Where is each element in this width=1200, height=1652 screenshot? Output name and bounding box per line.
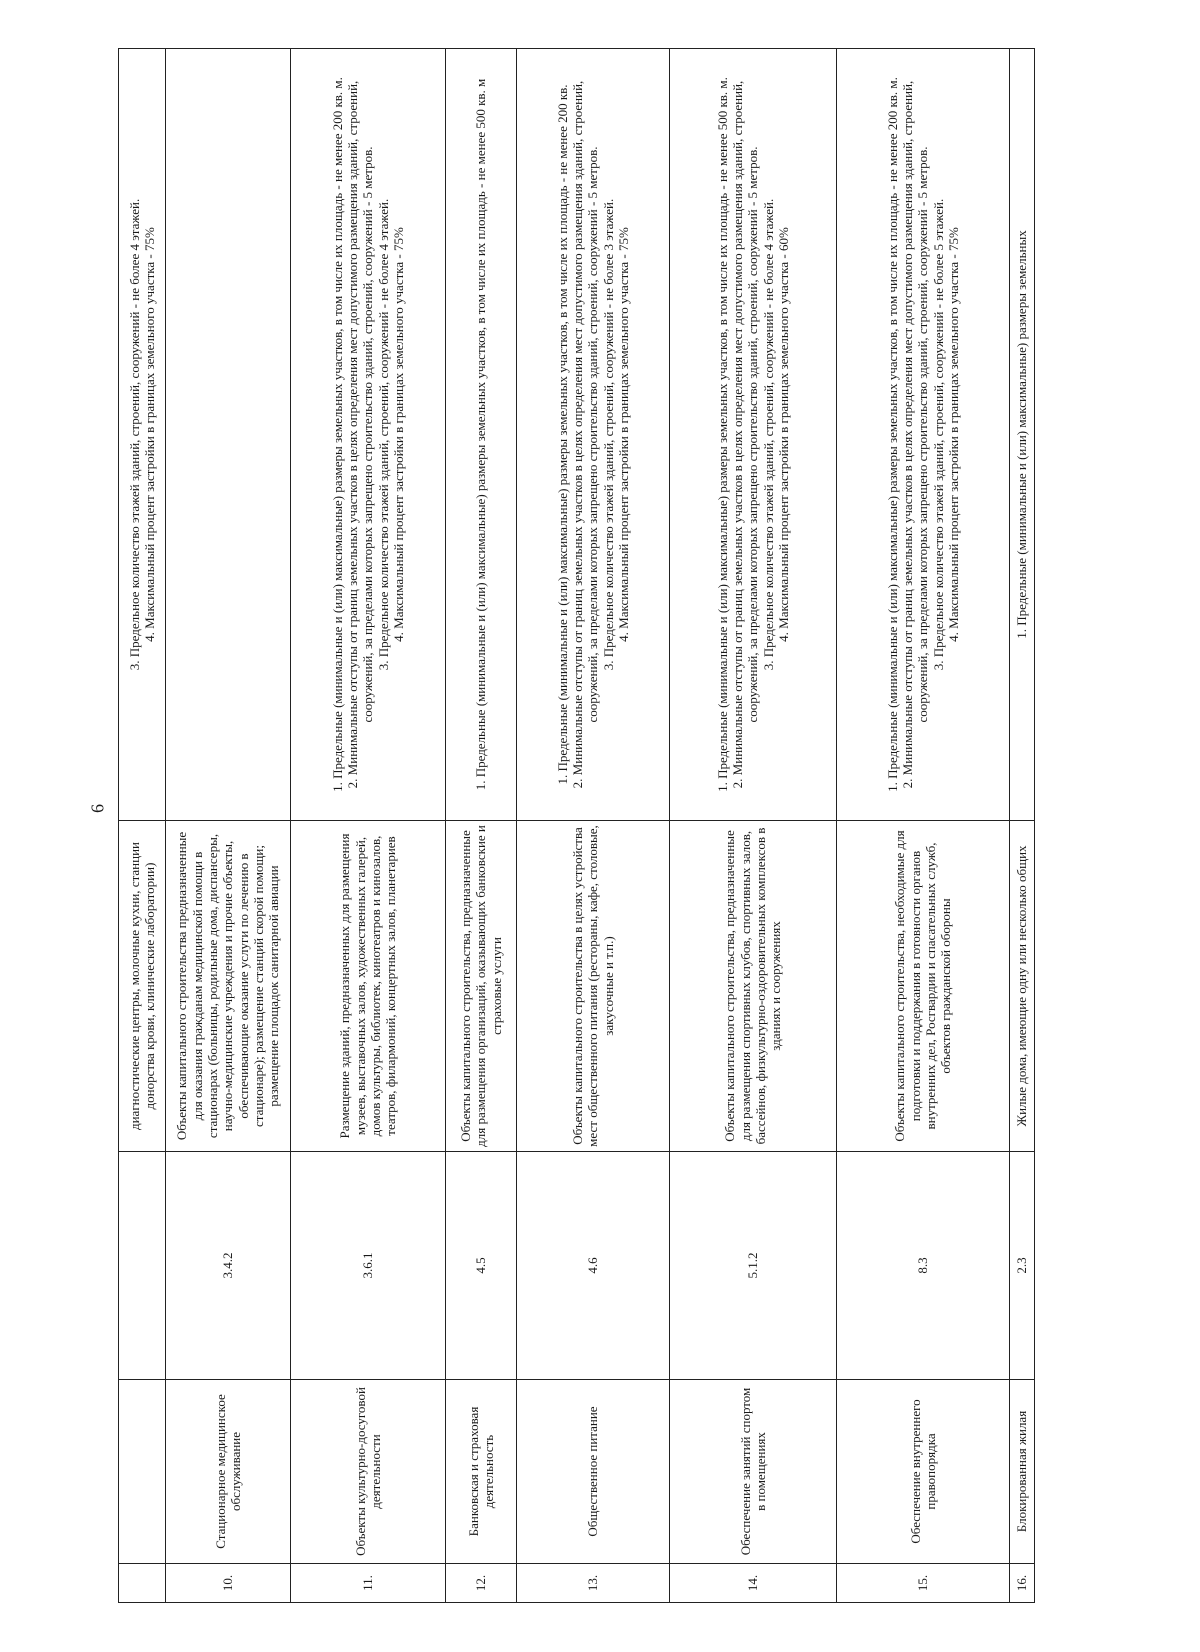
table-row — [1010, 49, 1035, 1603]
use-name: Блокированная жилая — [1010, 1380, 1035, 1564]
params-cell — [119, 49, 166, 821]
params-cell — [517, 49, 670, 821]
use-description: Объекты капитального строительства в целях устройства мест общественного питания (рестораны, кафе, столовые, закусочные и т.п.) — [517, 821, 670, 1152]
use-code: 8.3 — [837, 1152, 1010, 1380]
params-cell — [291, 49, 446, 821]
row-number: 10. — [166, 1564, 291, 1603]
param-line: 2. Минимальные отступы от границ земельных участков в целях определения мест допустимого размещения зданий, строений, сооружений, за пределами которых запрещено строительство зданий, строений, сооружений - 5 метров. — [900, 80, 931, 789]
param-line: 1. Предельные (минимальные и (или) максимальные) размеры земельных участков, в том числе их площадь - не менее 500 кв. м — [473, 78, 489, 791]
table-body — [119, 49, 1035, 1603]
table-row — [446, 49, 517, 1603]
param-line: 1. Предельные (минимальные и (или) максимальные) размеры земельных участков, в том числе их площадь - не менее 200 кв. — [554, 84, 570, 785]
use-name: Общественное питание — [517, 1380, 670, 1564]
use-code: 4.5 — [446, 1152, 517, 1380]
use-code: 2.3 — [1010, 1152, 1035, 1380]
code-cell — [119, 1152, 166, 1380]
param-line: 1. Предельные (минимальные и (или) максимальные) размеры земельных участков, в том числе их площадь - не менее 200 кв. м. — [884, 77, 900, 792]
params-cell — [670, 49, 837, 821]
param-line: 4. Максимальный процент застройки в границах земельного участка - 75% — [615, 227, 631, 642]
use-code: 3.4.2 — [166, 1152, 291, 1380]
param-line: 3. Предельное количество этажей зданий, строений, сооружений - не более 5 этажей. — [930, 198, 946, 671]
use-description: Жилые дома, имеющие одну или несколько общих — [1010, 821, 1035, 1152]
use-name: Обеспечение внутреннего правопорядка — [837, 1380, 1010, 1564]
param-line: 2. Минимальные отступы от границ земельных участков в целях определения мест допустимого размещения зданий, строений, сооружений, за пределами которых запрещено строительство зданий, строений, сооружений - 5 метров. — [345, 80, 376, 789]
param-line: 2. Минимальные отступы от границ земельных участков в целях определения мест допустимого размещения зданий, строений, сооружений, за пределами которых запрещено строительство зданий, строений, сооружений - 5 метров. — [730, 80, 761, 789]
params-cell — [837, 49, 1010, 821]
use-code: 3.6.1 — [291, 1152, 446, 1380]
param-line: 4. Максимальный процент застройки в границах земельного участка - 60% — [775, 227, 791, 642]
params-cell — [446, 49, 517, 821]
num-cell — [119, 1564, 166, 1603]
use-name: Стационарное медицинское обслуживание — [166, 1380, 291, 1564]
param-line: 4. Максимальный процент застройки в границах земельного участка - 75% — [390, 227, 406, 642]
row-number: 16. — [1010, 1564, 1035, 1603]
page-number: 6 — [87, 804, 108, 813]
param-line: 1. Предельные (минимальные и (или) максимальные) размеры земельных участков, в том числе их площадь - не менее 200 кв. м. — [329, 77, 345, 792]
use-code: 4.6 — [517, 1152, 670, 1380]
table-row-continued — [119, 49, 166, 1603]
row-number: 11. — [291, 1564, 446, 1603]
row-number: 12. — [446, 1564, 517, 1603]
use-description: Размещение зданий, предназначенных для размещения музеев, выставочных залов, художественных галерей, домов культуры, библиотек, кинотеатров и кинозалов, театров, филармоний, концертных залов, планетариев — [291, 821, 446, 1152]
param-line: 4. Максимальный процент застройки в границах земельного участка - 75% — [142, 227, 157, 642]
table-row — [517, 49, 670, 1603]
param-line: 3. Предельное количество этажей зданий, строений, сооружений - не более 4 этажей. — [126, 198, 142, 671]
param-line: 2. Минимальные отступы от границ земельных участков в целях определения мест допустимого размещения зданий, строений, сооружений, за пределами которых запрещено строительство зданий, строений, сооружений - 5 метров. — [570, 80, 601, 789]
use-name: Банковская и страховая деятельность — [446, 1380, 517, 1564]
row-number: 13. — [517, 1564, 670, 1603]
zoning-table — [118, 48, 1035, 1603]
table-row — [670, 49, 837, 1603]
params-cell — [166, 49, 291, 821]
description-cell: диагностические центры, молочные кухни, станции донорства крови, клинические лаборатории) — [119, 821, 166, 1152]
param-line: 3. Предельное количество этажей зданий, строений, сооружений - не более 4 этажей. — [375, 198, 391, 671]
param-line: 3. Предельное количество этажей зданий, строений, сооружений - не более 4 этажей. — [760, 198, 776, 671]
table-row — [291, 49, 446, 1603]
use-name: Обеспечение занятий спортом в помещениях — [670, 1380, 837, 1564]
use-description: Объекты капитального строительства, необходимые для подготовки и поддержания в готовности органов внутренних дел, Росгвардии и спасательных служб, объектов гражданской обороны — [837, 821, 1010, 1152]
use-description: Объекты капитального строительства, предназначенные для размещения организаций, оказывающих банковские и страховые услуги — [446, 821, 517, 1152]
use-code: 5.1.2 — [670, 1152, 837, 1380]
param-line: 1. Предельные (минимальные и (или) максимальные) размеры земельных участков, в том числе их площадь - не менее 500 кв. м. — [714, 77, 730, 792]
name-cell — [119, 1380, 166, 1564]
row-number: 15. — [837, 1564, 1010, 1603]
params-cell — [1010, 49, 1035, 821]
use-name: Объекты культурно-досуговой деятельности — [291, 1380, 446, 1564]
param-line: 1. Предельные (минимальные и (или) максимальные) размеры земельных — [1014, 230, 1030, 639]
table-row — [837, 49, 1010, 1603]
use-description: Объекты капитального строительства предназначенные для оказания гражданам медицинской помощи в стационарах (больницы, родильные дома, диспансеры, научно-медицинские учреждения и прочие объекты, обеспечивающие оказание услуги по лечению в стационаре); размещение станций скорой помощи; размещение площадок санитарной авиации — [166, 821, 291, 1152]
row-number: 14. — [670, 1564, 837, 1603]
use-description: Объекты капитального строительства, предназначенные для размещения спортивных клубов, спортивных залов, бассейнов, физкультурно-оздоровительных комплексов в зданиях и сооружениях — [670, 821, 837, 1152]
param-line: 4. Максимальный процент застройки в границах земельного участка - 75% — [945, 227, 961, 642]
table-row — [166, 49, 291, 1603]
param-line: 3. Предельное количество этажей зданий, строений, сооружений - не более 3 этажей. — [600, 198, 616, 671]
rotated-page — [118, 49, 1030, 1603]
